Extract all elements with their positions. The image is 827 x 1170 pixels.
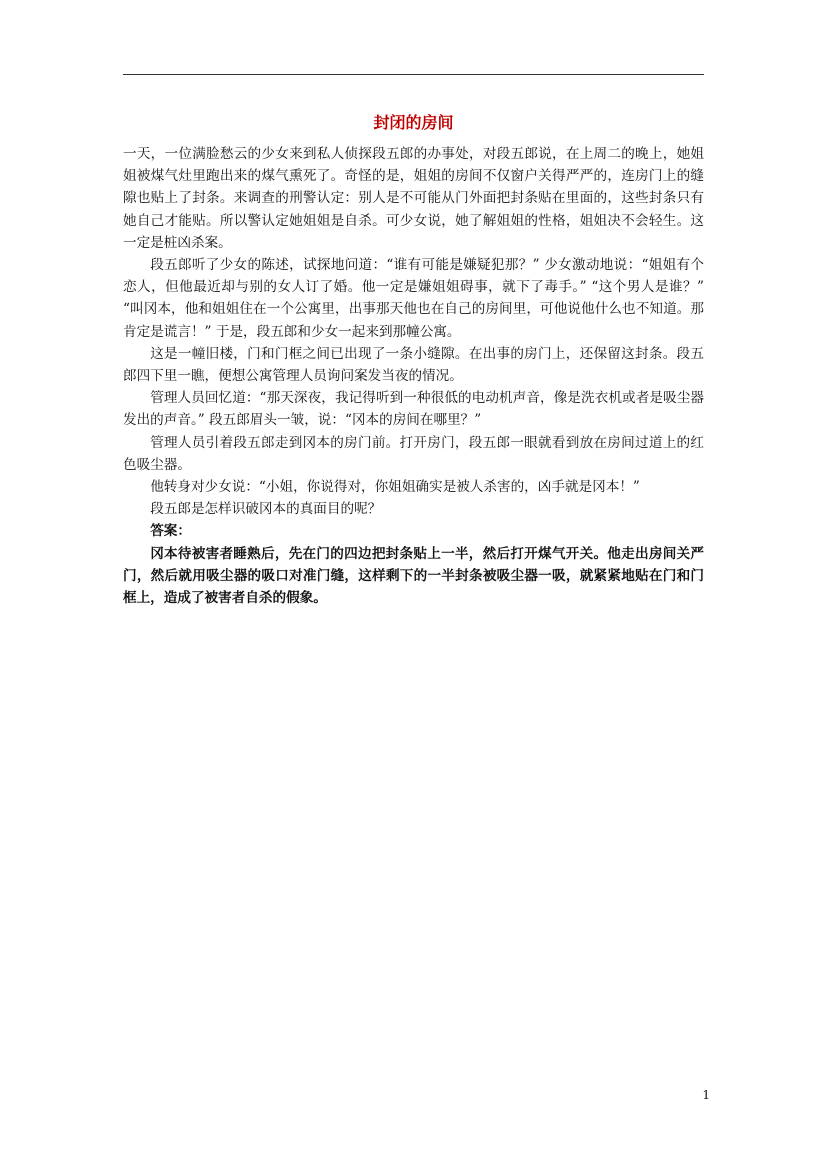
answer-label: 答案：: [150, 523, 191, 540]
answer-text: 冈本待被害者睡熟后，先在门的四边把封条贴上一半，然后打开煤气开关。他走出房间关严门，然后就用吸尘器的吸口对准门缝，这样剩下的一半封条被吸尘器一吸，就紧紧地贴在门和门框上，造成了被害者自杀的假象。: [123, 545, 704, 607]
paragraph-5: 管理人员引着段五郎走到冈本的房门前。打开房门，段五郎一眼就看到放在房间过道上的红色吸尘器。: [123, 434, 704, 473]
paragraph-6: 他转身对少女说：“小姐，你说得对，你姐姐确实是被人杀害的，凶手就是冈本！”: [150, 479, 640, 496]
page-number: 1: [702, 1088, 710, 1102]
header-rule: [123, 74, 704, 75]
document-body: [123, 143, 704, 609]
paragraph-4: 管理人员回忆道：“那天深夜，我记得听到一种很低的电动机声音，像是洗衣机或者是吸尘器发出的声音。” 段五郎眉头一皱，说：“冈本的房间在哪里？”: [123, 390, 704, 429]
question-paragraph: 段五郎是怎样识破冈本的真面目的呢？: [150, 501, 382, 518]
paragraph-3: 这是一幢旧楼，门和门框之间已出现了一条小缝隙。在出事的房门上，还保留这封条。段五郎四下里一瞧，便想公寓管理人员询问案发当夜的情况。: [123, 345, 704, 385]
paragraph-1: 一天，一位满脸愁云的少女来到私人侦探段五郎的办事处，对段五郎说，在上周二的晚上，她姐姐被煤气灶里跑出来的煤气熏死了。奇怪的是，姐姐的房间不仅窗户关得严严的，连房门上的缝隙也贴上了封条。来调查的刑警认定：别人是不可能从门外面把封条贴在里面的，这些封条只有她自己才能贴。所以警认定她姐姐是自杀。可少女说，她了解姐姐的性格，姐姐决不会轻生。这一定是桩凶杀案。: [123, 146, 704, 251]
paragraph-2: 段五郎听了少女的陈述，试探地问道：“谁有可能是嫌疑犯那？” 少女激动地说：“姐姐有个恋人，但他最近却与别的女人订了婚。他一定是嫌姐姐碍事，就下了毒手。” “这个男人是谁？” “叫冈本，他和姐姐住在一个公寓里，出事那天他也在自己的房间里，可他说他什么也不知道。那肯定是谎言！” 于是，段五郎和少女一起来到那幢公寓。: [123, 257, 704, 340]
document-title: 封闭的房间: [373, 113, 454, 132]
